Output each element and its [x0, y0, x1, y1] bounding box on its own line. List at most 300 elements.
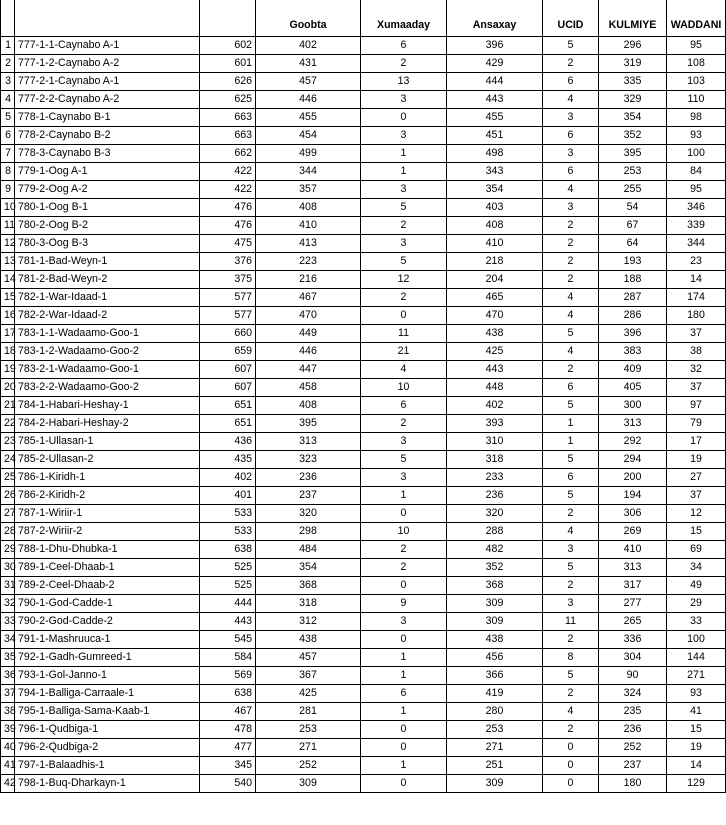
table-row — [1, 271, 726, 289]
row-index: 37 — [1, 685, 15, 703]
row-index: 27 — [1, 505, 15, 523]
row-index: 8 — [1, 163, 15, 181]
ansaxay-count: 396 — [447, 37, 543, 55]
ucid-count: 0 — [543, 757, 599, 775]
waddani-count: 339 — [667, 217, 726, 235]
registered-count: 569 — [200, 667, 256, 685]
kulmiye-count: 90 — [599, 667, 667, 685]
table-row — [1, 667, 726, 685]
ansaxay-count: 251 — [447, 757, 543, 775]
goobta-count: 499 — [256, 145, 361, 163]
waddani-count: 108 — [667, 55, 726, 73]
waddani-count: 33 — [667, 613, 726, 631]
ucid-count: 3 — [543, 109, 599, 127]
ansaxay-count: 309 — [447, 613, 543, 631]
ucid-count: 4 — [543, 91, 599, 109]
goobta-count: 313 — [256, 433, 361, 451]
ansaxay-count: 233 — [447, 469, 543, 487]
row-index: 36 — [1, 667, 15, 685]
xumaaday-count: 1 — [361, 163, 447, 181]
station-name: 783-2-1-Wadaamo-Goo-1 — [15, 361, 200, 379]
table-row — [1, 415, 726, 433]
xumaaday-count: 3 — [361, 613, 447, 631]
ucid-count: 4 — [543, 343, 599, 361]
station-name: 783-2-2-Wadaamo-Goo-2 — [15, 379, 200, 397]
goobta-count: 425 — [256, 685, 361, 703]
registered-count: 651 — [200, 397, 256, 415]
xumaaday-count: 11 — [361, 325, 447, 343]
kulmiye-count: 180 — [599, 775, 667, 793]
table-row — [1, 595, 726, 613]
kulmiye-count: 304 — [599, 649, 667, 667]
waddani-count: 37 — [667, 379, 726, 397]
ucid-count: 2 — [543, 55, 599, 73]
kulmiye-count: 300 — [599, 397, 667, 415]
ansaxay-count: 438 — [447, 325, 543, 343]
registered-count: 476 — [200, 217, 256, 235]
ansaxay-count: 253 — [447, 721, 543, 739]
waddani-count: 95 — [667, 181, 726, 199]
ansaxay-count: 448 — [447, 379, 543, 397]
goobta-count: 312 — [256, 613, 361, 631]
table-row — [1, 361, 726, 379]
row-index: 20 — [1, 379, 15, 397]
kulmiye-count: 255 — [599, 181, 667, 199]
table-row — [1, 613, 726, 631]
goobta-count: 216 — [256, 271, 361, 289]
registered-count: 467 — [200, 703, 256, 721]
registered-count: 533 — [200, 505, 256, 523]
ucid-count: 6 — [543, 73, 599, 91]
xumaaday-count: 6 — [361, 37, 447, 55]
ucid-count: 5 — [543, 37, 599, 55]
station-name: 780-2-Oog B-2 — [15, 217, 200, 235]
table-row — [1, 451, 726, 469]
ansaxay-count: 443 — [447, 361, 543, 379]
col-header-waddani: WADDANI — [667, 0, 726, 37]
station-name: 791-1-Mashruuca-1 — [15, 631, 200, 649]
station-name: 785-2-Ullasan-2 — [15, 451, 200, 469]
ucid-count: 5 — [543, 559, 599, 577]
table-row — [1, 487, 726, 505]
table-row — [1, 325, 726, 343]
table-row — [1, 181, 726, 199]
ucid-count: 2 — [543, 721, 599, 739]
waddani-count: 97 — [667, 397, 726, 415]
ucid-count: 2 — [543, 577, 599, 595]
registered-count: 577 — [200, 307, 256, 325]
kulmiye-count: 409 — [599, 361, 667, 379]
waddani-count: 100 — [667, 145, 726, 163]
table-row — [1, 73, 726, 91]
ansaxay-count: 465 — [447, 289, 543, 307]
kulmiye-count: 64 — [599, 235, 667, 253]
row-index: 39 — [1, 721, 15, 739]
table-row — [1, 721, 726, 739]
goobta-count: 354 — [256, 559, 361, 577]
xumaaday-count: 13 — [361, 73, 447, 91]
table-row — [1, 199, 726, 217]
registered-count: 626 — [200, 73, 256, 91]
ansaxay-count: 455 — [447, 109, 543, 127]
station-name: 790-2-God-Cadde-2 — [15, 613, 200, 631]
xumaaday-count: 1 — [361, 145, 447, 163]
ansaxay-count: 451 — [447, 127, 543, 145]
kulmiye-count: 329 — [599, 91, 667, 109]
ansaxay-count: 429 — [447, 55, 543, 73]
station-name: 786-2-Kiridh-2 — [15, 487, 200, 505]
kulmiye-count: 287 — [599, 289, 667, 307]
ansaxay-count: 368 — [447, 577, 543, 595]
kulmiye-count: 194 — [599, 487, 667, 505]
registered-count: 477 — [200, 739, 256, 757]
col-header-station — [15, 0, 200, 37]
table-row — [1, 127, 726, 145]
waddani-count: 12 — [667, 505, 726, 523]
goobta-count: 446 — [256, 343, 361, 361]
ansaxay-count: 403 — [447, 199, 543, 217]
station-name: 777-1-2-Caynabo A-2 — [15, 55, 200, 73]
ucid-count: 11 — [543, 613, 599, 631]
registered-count: 607 — [200, 379, 256, 397]
row-index: 17 — [1, 325, 15, 343]
kulmiye-count: 269 — [599, 523, 667, 541]
ansaxay-count: 425 — [447, 343, 543, 361]
ansaxay-count: 320 — [447, 505, 543, 523]
kulmiye-count: 286 — [599, 307, 667, 325]
registered-count: 422 — [200, 181, 256, 199]
goobta-count: 223 — [256, 253, 361, 271]
registered-count: 540 — [200, 775, 256, 793]
xumaaday-count: 0 — [361, 631, 447, 649]
waddani-count: 27 — [667, 469, 726, 487]
row-index: 13 — [1, 253, 15, 271]
row-index: 34 — [1, 631, 15, 649]
ansaxay-count: 352 — [447, 559, 543, 577]
table-row — [1, 541, 726, 559]
station-name: 785-1-Ullasan-1 — [15, 433, 200, 451]
xumaaday-count: 0 — [361, 775, 447, 793]
station-name: 788-1-Dhu-Dhubka-1 — [15, 541, 200, 559]
ansaxay-count: 482 — [447, 541, 543, 559]
goobta-count: 467 — [256, 289, 361, 307]
waddani-count: 19 — [667, 739, 726, 757]
row-index: 21 — [1, 397, 15, 415]
station-name: 796-2-Qudbiga-2 — [15, 739, 200, 757]
col-header-ansaxay: Ansaxay — [447, 0, 543, 37]
station-name: 778-3-Caynabo B-3 — [15, 145, 200, 163]
ucid-count: 2 — [543, 361, 599, 379]
ansaxay-count: 318 — [447, 451, 543, 469]
xumaaday-count: 0 — [361, 577, 447, 595]
xumaaday-count: 3 — [361, 235, 447, 253]
waddani-count: 144 — [667, 649, 726, 667]
kulmiye-count: 354 — [599, 109, 667, 127]
ansaxay-count: 408 — [447, 217, 543, 235]
row-index: 23 — [1, 433, 15, 451]
ucid-count: 4 — [543, 523, 599, 541]
waddani-count: 95 — [667, 37, 726, 55]
registered-count: 478 — [200, 721, 256, 739]
waddani-count: 14 — [667, 271, 726, 289]
row-index: 28 — [1, 523, 15, 541]
registered-count: 638 — [200, 685, 256, 703]
goobta-count: 236 — [256, 469, 361, 487]
waddani-count: 344 — [667, 235, 726, 253]
xumaaday-count: 5 — [361, 199, 447, 217]
xumaaday-count: 0 — [361, 307, 447, 325]
waddani-count: 14 — [667, 757, 726, 775]
ansaxay-count: 204 — [447, 271, 543, 289]
ansaxay-count: 309 — [447, 775, 543, 793]
waddani-count: 98 — [667, 109, 726, 127]
table-row — [1, 397, 726, 415]
kulmiye-count: 235 — [599, 703, 667, 721]
kulmiye-count: 410 — [599, 541, 667, 559]
xumaaday-count: 6 — [361, 685, 447, 703]
row-index: 1 — [1, 37, 15, 55]
xumaaday-count: 3 — [361, 433, 447, 451]
station-name: 777-2-2-Caynabo A-2 — [15, 91, 200, 109]
xumaaday-count: 2 — [361, 559, 447, 577]
xumaaday-count: 1 — [361, 757, 447, 775]
table-row — [1, 289, 726, 307]
row-index: 35 — [1, 649, 15, 667]
table-row — [1, 145, 726, 163]
station-name: 789-1-Ceel-Dhaab-1 — [15, 559, 200, 577]
waddani-count: 93 — [667, 685, 726, 703]
kulmiye-count: 319 — [599, 55, 667, 73]
xumaaday-count: 2 — [361, 289, 447, 307]
waddani-count: 180 — [667, 307, 726, 325]
registered-count: 401 — [200, 487, 256, 505]
waddani-count: 346 — [667, 199, 726, 217]
xumaaday-count: 0 — [361, 721, 447, 739]
waddani-count: 38 — [667, 343, 726, 361]
goobta-count: 458 — [256, 379, 361, 397]
registered-count: 602 — [200, 37, 256, 55]
registered-count: 638 — [200, 541, 256, 559]
waddani-count: 37 — [667, 325, 726, 343]
xumaaday-count: 5 — [361, 253, 447, 271]
waddani-count: 129 — [667, 775, 726, 793]
goobta-count: 408 — [256, 199, 361, 217]
kulmiye-count: 292 — [599, 433, 667, 451]
table-row — [1, 433, 726, 451]
ucid-count: 5 — [543, 487, 599, 505]
ucid-count: 3 — [543, 145, 599, 163]
station-name: 781-1-Bad-Weyn-1 — [15, 253, 200, 271]
waddani-count: 23 — [667, 253, 726, 271]
row-index: 2 — [1, 55, 15, 73]
station-name: 783-1-1-Wadaamo-Goo-1 — [15, 325, 200, 343]
xumaaday-count: 21 — [361, 343, 447, 361]
ucid-count: 2 — [543, 271, 599, 289]
kulmiye-count: 317 — [599, 577, 667, 595]
col-header-index — [1, 0, 15, 37]
station-name: 795-1-Balliga-Sama-Kaab-1 — [15, 703, 200, 721]
ansaxay-count: 444 — [447, 73, 543, 91]
station-name: 782-1-War-Idaad-1 — [15, 289, 200, 307]
station-name: 780-3-Oog B-3 — [15, 235, 200, 253]
goobta-count: 271 — [256, 739, 361, 757]
row-index: 30 — [1, 559, 15, 577]
ansaxay-count: 393 — [447, 415, 543, 433]
goobta-count: 410 — [256, 217, 361, 235]
ucid-count: 6 — [543, 127, 599, 145]
xumaaday-count: 10 — [361, 379, 447, 397]
waddani-count: 29 — [667, 595, 726, 613]
goobta-count: 357 — [256, 181, 361, 199]
results-body — [1, 37, 726, 793]
waddani-count: 84 — [667, 163, 726, 181]
goobta-count: 309 — [256, 775, 361, 793]
ucid-count: 6 — [543, 379, 599, 397]
registered-count: 625 — [200, 91, 256, 109]
row-index: 4 — [1, 91, 15, 109]
ansaxay-count: 343 — [447, 163, 543, 181]
xumaaday-count: 6 — [361, 397, 447, 415]
ansaxay-count: 218 — [447, 253, 543, 271]
goobta-count: 438 — [256, 631, 361, 649]
kulmiye-count: 237 — [599, 757, 667, 775]
waddani-count: 79 — [667, 415, 726, 433]
row-index: 29 — [1, 541, 15, 559]
ansaxay-count: 354 — [447, 181, 543, 199]
row-index: 9 — [1, 181, 15, 199]
station-name: 784-2-Habari-Heshay-2 — [15, 415, 200, 433]
row-index: 25 — [1, 469, 15, 487]
row-index: 6 — [1, 127, 15, 145]
ucid-count: 2 — [543, 505, 599, 523]
ucid-count: 3 — [543, 541, 599, 559]
station-name: 793-1-Gol-Janno-1 — [15, 667, 200, 685]
kulmiye-count: 324 — [599, 685, 667, 703]
ucid-count: 2 — [543, 235, 599, 253]
ucid-count: 5 — [543, 397, 599, 415]
registered-count: 584 — [200, 649, 256, 667]
waddani-count: 93 — [667, 127, 726, 145]
xumaaday-count: 3 — [361, 91, 447, 109]
table-row — [1, 685, 726, 703]
ucid-count: 3 — [543, 595, 599, 613]
row-index: 26 — [1, 487, 15, 505]
ucid-count: 5 — [543, 667, 599, 685]
station-name: 787-2-Wiriir-2 — [15, 523, 200, 541]
row-index: 38 — [1, 703, 15, 721]
xumaaday-count: 1 — [361, 487, 447, 505]
xumaaday-count: 2 — [361, 541, 447, 559]
registered-count: 525 — [200, 559, 256, 577]
ucid-count: 4 — [543, 289, 599, 307]
waddani-count: 100 — [667, 631, 726, 649]
kulmiye-count: 336 — [599, 631, 667, 649]
row-index: 40 — [1, 739, 15, 757]
registered-count: 651 — [200, 415, 256, 433]
registered-count: 422 — [200, 163, 256, 181]
row-index: 19 — [1, 361, 15, 379]
goobta-count: 253 — [256, 721, 361, 739]
kulmiye-count: 395 — [599, 145, 667, 163]
table-row — [1, 469, 726, 487]
goobta-count: 447 — [256, 361, 361, 379]
registered-count: 376 — [200, 253, 256, 271]
ansaxay-count: 280 — [447, 703, 543, 721]
row-index: 42 — [1, 775, 15, 793]
waddani-count: 174 — [667, 289, 726, 307]
row-index: 41 — [1, 757, 15, 775]
registered-count: 663 — [200, 127, 256, 145]
goobta-count: 395 — [256, 415, 361, 433]
station-name: 780-1-Oog B-1 — [15, 199, 200, 217]
kulmiye-count: 277 — [599, 595, 667, 613]
xumaaday-count: 3 — [361, 181, 447, 199]
waddani-count: 69 — [667, 541, 726, 559]
ucid-count: 6 — [543, 469, 599, 487]
ucid-count: 0 — [543, 739, 599, 757]
goobta-count: 457 — [256, 649, 361, 667]
registered-count: 601 — [200, 55, 256, 73]
station-name: 777-2-1-Caynabo A-1 — [15, 73, 200, 91]
ansaxay-count: 309 — [447, 595, 543, 613]
ucid-count: 8 — [543, 649, 599, 667]
registered-count: 525 — [200, 577, 256, 595]
goobta-count: 344 — [256, 163, 361, 181]
goobta-count: 454 — [256, 127, 361, 145]
kulmiye-count: 405 — [599, 379, 667, 397]
ansaxay-count: 410 — [447, 235, 543, 253]
goobta-count: 323 — [256, 451, 361, 469]
xumaaday-count: 12 — [361, 271, 447, 289]
registered-count: 607 — [200, 361, 256, 379]
table-row — [1, 649, 726, 667]
table-row — [1, 55, 726, 73]
station-name: 779-1-Oog A-1 — [15, 163, 200, 181]
kulmiye-count: 252 — [599, 739, 667, 757]
xumaaday-count: 9 — [361, 595, 447, 613]
goobta-count: 402 — [256, 37, 361, 55]
table-row — [1, 631, 726, 649]
goobta-count: 431 — [256, 55, 361, 73]
ucid-count: 4 — [543, 181, 599, 199]
ucid-count: 5 — [543, 325, 599, 343]
col-header-ucid: UCID — [543, 0, 599, 37]
xumaaday-count: 1 — [361, 703, 447, 721]
ucid-count: 2 — [543, 217, 599, 235]
waddani-count: 110 — [667, 91, 726, 109]
station-name: 784-1-Habari-Heshay-1 — [15, 397, 200, 415]
registered-count: 402 — [200, 469, 256, 487]
kulmiye-count: 253 — [599, 163, 667, 181]
table-row — [1, 163, 726, 181]
row-index: 15 — [1, 289, 15, 307]
goobta-count: 281 — [256, 703, 361, 721]
kulmiye-count: 193 — [599, 253, 667, 271]
table-row — [1, 757, 726, 775]
station-name: 797-1-Balaadhis-1 — [15, 757, 200, 775]
ansaxay-count: 310 — [447, 433, 543, 451]
kulmiye-count: 265 — [599, 613, 667, 631]
xumaaday-count: 3 — [361, 469, 447, 487]
ansaxay-count: 288 — [447, 523, 543, 541]
station-name: 779-2-Oog A-2 — [15, 181, 200, 199]
kulmiye-count: 200 — [599, 469, 667, 487]
table-row — [1, 109, 726, 127]
xumaaday-count: 0 — [361, 109, 447, 127]
ucid-count: 2 — [543, 685, 599, 703]
station-name: 790-1-God-Cadde-1 — [15, 595, 200, 613]
registered-count: 475 — [200, 235, 256, 253]
